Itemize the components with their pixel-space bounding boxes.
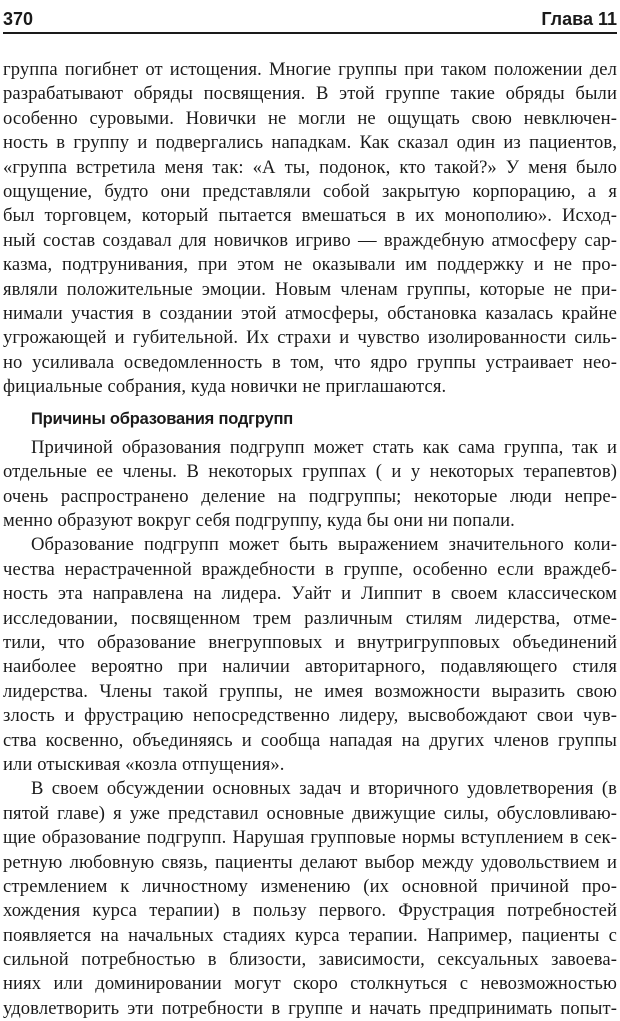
- text-line: угрожающей и губительной. Их страхи и чувство изолированности силь-: [3, 327, 617, 349]
- text-line: нимали участия в создании этой атмосферы, обстановка казалась крайне: [3, 302, 617, 324]
- text-line: хождения курса терапии) в пользу первого. Фрустрация потребностей: [3, 900, 617, 922]
- page-number: 370: [3, 9, 34, 29]
- text-line: особенно суровыми. Новички не могли не ощущать свою невключен-: [3, 107, 617, 129]
- chapter-title: Глава 11: [541, 9, 617, 29]
- text-line: наиболее вероятно при наличии авторитарного, подавляющего стиля: [3, 656, 617, 678]
- running-head: [3, 2, 617, 32]
- text-line: являли положительные эмоции. Новым членам группы, которые не при-: [3, 278, 617, 300]
- text-line: менно образуют вокруг себя подгруппу, куда бы они ни попали.: [3, 510, 515, 532]
- text-line: отдельные ее члены. В некоторых группах ( и у некоторых терапевтов): [3, 461, 617, 483]
- text-line: лидерства. Члены такой группы, не имея возможности выразить свою: [3, 680, 617, 702]
- text-line: сильной потребностью в близости, зависимости, сексуальных завоева-: [3, 949, 617, 971]
- text-line: Образование подгрупп может быть выражением значительного коли-: [31, 534, 617, 556]
- text-line: «группа встретила меня так: «А ты, подонок, кто такой?» У меня было: [3, 156, 617, 178]
- text-line: очень распространено деление на подгруппы; некоторые люди непре-: [3, 485, 617, 507]
- text-line: или отыскивая «козла отпущения».: [3, 753, 285, 775]
- text-line: ность эта направлена на лидера. Уайт и Липпит в своем классическом: [3, 583, 617, 605]
- text-line: чества нерастраченной враждебности в группе, особенно если враждеб-: [3, 558, 617, 580]
- text-line: разрабатывают обряды посвящения. В этой группе такие обряды были: [3, 83, 617, 105]
- text-line: злость и фрустрацию непосредственно лидеру, высвобождают свои чув-: [3, 705, 617, 727]
- text-line: В своем обсуждении основных задач и вторичного удовлетворения (в: [31, 778, 617, 800]
- text-line: удовлетворить эти потребности в группе и начать предпринимать попыт-: [3, 997, 617, 1019]
- paragraph: [3, 533, 617, 777]
- text-line: фициальные собрания, куда новички не приглашаются.: [3, 376, 447, 398]
- text-line: ниях или доминировании могут скоро столкнуться с невозможностью: [3, 973, 617, 995]
- text-line: ретную любовную связь, пациенты делают выбор между удовольствием и: [3, 851, 617, 873]
- header-rule: [3, 32, 617, 34]
- text-line: тили, что образование внегрупповых и внутригрупповых объединений: [3, 631, 617, 653]
- text-line: казма, подтрунивания, при этом не оказывали им поддержку и не про-: [3, 254, 617, 276]
- text-line: ощущение, будто они представляли собой закрытую корпорацию, а я: [3, 180, 617, 202]
- text-line: группа погибнет от истощения. Многие группы при таком положении дел: [3, 59, 617, 80]
- text-line: но усиливала осведомленность в том, что ядро группы устраивает нео-: [3, 351, 617, 373]
- text-line: ность в группу и подвергались нападкам. Как сказал один из пациентов,: [3, 132, 617, 154]
- text-line: ства косвенно, объединяясь и сообща нападая на других членов группы: [3, 729, 617, 751]
- paragraph: [3, 777, 617, 1021]
- paragraph: [3, 58, 617, 399]
- text-line: Причиной образования подгрупп может стать как сама группа, так и: [31, 436, 617, 458]
- text-line: исследовании, посвященном трем различным стилям лидерства, отме-: [3, 607, 617, 629]
- text-line: щие образование подгрупп. Нарушая групповые нормы вступлением в сек-: [3, 827, 617, 849]
- text-line: пятой главе) я уже представил основные движущие силы, обусловливаю-: [3, 802, 617, 824]
- section-heading: Причины образования подгрупп: [31, 410, 294, 429]
- text-line: был торговцем, который пытается вмешаться в их монополию». Исход-: [3, 205, 617, 227]
- body-text: [3, 58, 617, 1021]
- text-line: стремлением к личностному изменению (их основной причиной про-: [3, 875, 617, 897]
- paragraph: [3, 436, 617, 534]
- text-line: появляется на начальных стадиях курса терапии. Например, пациенты с: [3, 924, 617, 946]
- text-line: ный состав создавал для новичков игриво — враждебную атмосферу сар-: [3, 229, 617, 251]
